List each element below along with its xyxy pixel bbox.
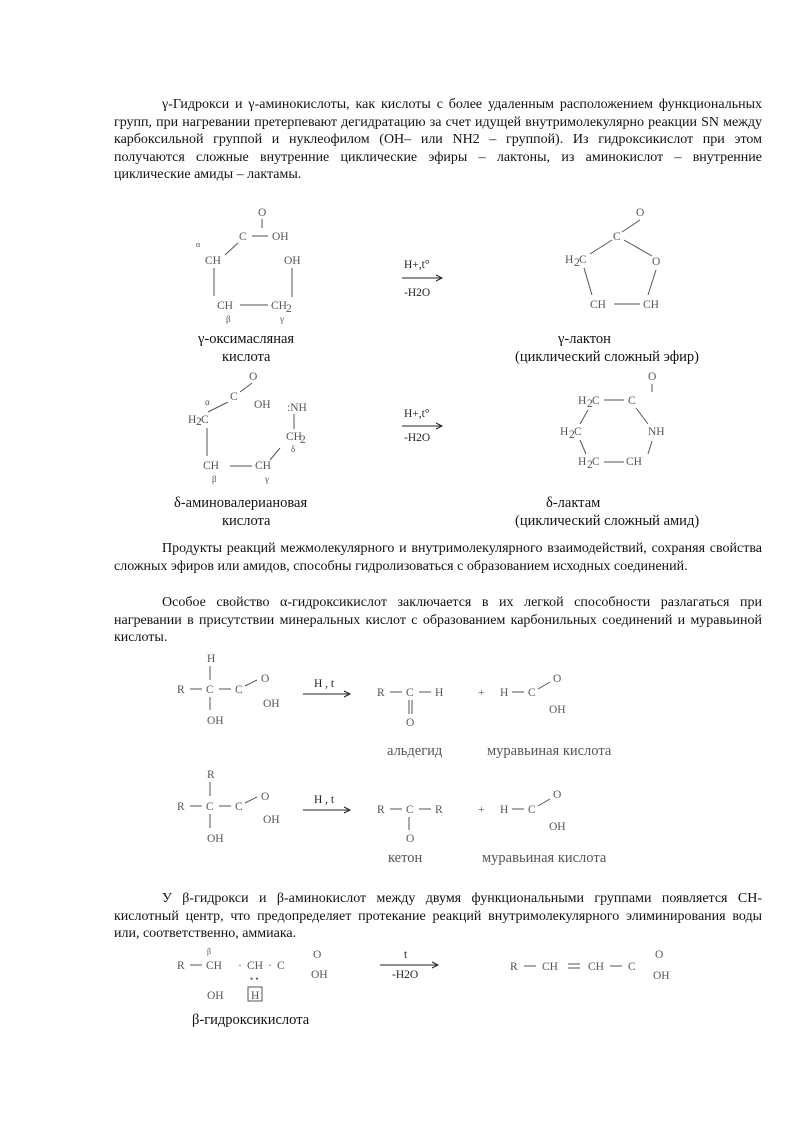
svg-text:C: C: [592, 395, 600, 407]
svg-text:O: O: [313, 949, 322, 961]
svg-text:C: C: [206, 684, 214, 696]
svg-text:β: β: [207, 947, 212, 956]
svg-text:C: C: [592, 456, 600, 468]
svg-text:OH: OH: [272, 231, 289, 243]
svg-text:O: O: [406, 833, 415, 845]
svg-text:γ: γ: [265, 474, 269, 484]
svg-text:C: C: [579, 254, 587, 266]
svg-text:H: H: [251, 990, 260, 1002]
svg-text:OH: OH: [263, 814, 280, 826]
svg-text:α: α: [205, 397, 210, 407]
svg-text:C: C: [230, 391, 238, 403]
svg-text:δ: δ: [291, 444, 296, 454]
svg-text:γ: γ: [280, 314, 284, 324]
svg-text:C: C: [235, 801, 243, 813]
svg-text:OH: OH: [549, 704, 566, 716]
svg-text:R: R: [377, 687, 385, 699]
label-ketone: кетон: [388, 850, 423, 866]
svg-text:2: 2: [574, 257, 580, 269]
svg-text:C: C: [206, 801, 214, 813]
svg-text:H: H: [500, 687, 509, 699]
svg-text:H: H: [560, 426, 569, 438]
condition-minus-water-5: -H2O: [392, 969, 419, 981]
svg-text:C: C: [277, 960, 285, 972]
svg-text:R: R: [435, 804, 443, 816]
caption-delta-acid-2: кислота: [222, 513, 271, 529]
svg-text:CH: CH: [206, 960, 222, 972]
svg-text:H: H: [578, 456, 587, 468]
svg-text:β: β: [226, 314, 231, 324]
svg-text:CH: CH: [643, 299, 659, 311]
svg-text:R: R: [510, 961, 518, 973]
svg-text:CH: CH: [203, 460, 219, 472]
svg-text:O: O: [648, 371, 657, 383]
condition-h-t-1: H+,t°: [404, 259, 430, 271]
label-formic-acid-1: муравьиная кислота: [487, 743, 612, 759]
caption-delta-lactam-2: (циклический сложный амид): [515, 513, 700, 529]
paragraph-gamma-acids: γ-Гидрокси и γ-аминокислоты, как кислоты с более удаленным расположением функциональных групп, при нагревании претерпевают дегидратацию за счет идущей внутримолекулярно реакции SN между карбоксильной группой и нуклеофилом (OH– или NH2 – группой). Из гидроксикислот при этом получаются сложные внутренние циклические эфиры – лактоны, из аминокислот – внутренние циклические амиды – лактамы.: [114, 97, 762, 182]
svg-text:O: O: [655, 949, 664, 961]
svg-text:R: R: [177, 684, 185, 696]
svg-text:CH: CH: [542, 961, 558, 973]
condition-minus-water-2: -H2O: [404, 432, 431, 444]
svg-text:CH: CH: [271, 300, 287, 312]
svg-text:OH: OH: [311, 969, 328, 981]
svg-text:OH: OH: [207, 833, 224, 845]
svg-text:R: R: [177, 801, 185, 813]
reaction-arrow-5: [380, 949, 438, 981]
unsaturated-acid-structure: [510, 949, 670, 982]
svg-text:H: H: [565, 254, 574, 266]
svg-text:α: α: [196, 240, 201, 249]
svg-text:C: C: [628, 395, 636, 407]
svg-text:H: H: [188, 414, 197, 426]
svg-text:OH: OH: [263, 698, 280, 710]
svg-text:C: C: [239, 231, 247, 243]
caption-gamma-lactone-2: (циклический сложный эфир): [515, 349, 699, 365]
svg-text:C: C: [613, 231, 621, 243]
svg-text:R: R: [177, 960, 185, 972]
svg-text:CH: CH: [255, 460, 271, 472]
svg-text:CH: CH: [626, 456, 642, 468]
svg-text:OH: OH: [207, 990, 224, 1002]
svg-text:OH: OH: [207, 715, 224, 727]
svg-text:+: +: [478, 687, 485, 699]
svg-text:C: C: [406, 804, 414, 816]
svg-text:CH: CH: [590, 299, 606, 311]
svg-text:O: O: [249, 371, 258, 383]
svg-text:• •: • •: [250, 974, 259, 984]
svg-text:β: β: [212, 474, 217, 484]
svg-text:OH: OH: [254, 399, 271, 411]
svg-text:O: O: [261, 791, 270, 803]
svg-text:CH: CH: [247, 960, 263, 972]
svg-text:·: ·: [268, 960, 272, 972]
svg-text:O: O: [553, 789, 562, 801]
svg-text:C: C: [574, 426, 582, 438]
svg-text:C: C: [406, 687, 414, 699]
svg-text:2: 2: [300, 434, 306, 446]
svg-text:C: C: [235, 684, 243, 696]
svg-text:2: 2: [569, 429, 575, 441]
svg-text:O: O: [652, 256, 661, 268]
svg-text:O: O: [258, 207, 267, 219]
caption-delta-lactam-1: δ-лактам: [546, 495, 601, 511]
label-aldehyde: альдегид: [387, 743, 443, 759]
condition-h-t-4: H , t: [314, 794, 335, 806]
svg-text:OH: OH: [284, 255, 301, 267]
condition-minus-water-1: -H2O: [404, 287, 431, 299]
caption-gamma-acid-2: кислота: [222, 349, 271, 365]
paragraph-beta-acids: У β-гидрокси и β-аминокислот между двумя функциональными группами появляется CH-кислотный центр, что предопределяет протекание реакций внутримолекулярного элиминирования воды или, соответственно, аммиака.: [114, 891, 762, 941]
svg-text:R: R: [377, 804, 385, 816]
condition-h-t-3: H , t: [314, 678, 335, 690]
svg-text:NH: NH: [648, 426, 665, 438]
caption-gamma-acid-1: γ-оксимасляная: [198, 331, 295, 347]
svg-text:CH: CH: [588, 961, 604, 973]
label-formic-acid-2: муравьиная кислота: [482, 850, 607, 866]
svg-text:2: 2: [587, 459, 593, 471]
svg-text:C: C: [201, 414, 209, 426]
svg-text:O: O: [406, 717, 415, 729]
svg-text:O: O: [261, 673, 270, 685]
svg-text:2: 2: [196, 416, 202, 428]
paragraph-hydrolysis: Продукты реакций межмолекулярного и внутримолекулярного взаимодействий, сохраняя свойства сложных эфиров или амидов, способны гидролизоваться с образованием исходных соединений.: [114, 541, 762, 574]
svg-text:C: C: [628, 961, 636, 973]
beta-hydroxy-acid-structure: [177, 947, 328, 1002]
condition-t-5: t: [404, 949, 408, 961]
svg-text:O: O: [553, 673, 562, 685]
svg-text:CH: CH: [217, 300, 233, 312]
svg-text:C: C: [528, 687, 536, 699]
paragraph-alpha-acids: Особое свойство α-гидроксикислот заключается в их легкой способности разлагаться при нагревании в присутствии минеральных кислот с образованием карбонильных соединений и муравьиной кислоты.: [114, 595, 762, 645]
svg-text:H: H: [435, 687, 444, 699]
caption-gamma-lactone-1: γ-лактон: [558, 331, 611, 347]
svg-text:CH: CH: [205, 255, 221, 267]
svg-text:2: 2: [286, 303, 292, 315]
svg-text:OH: OH: [653, 970, 670, 982]
caption-delta-acid-1: δ-аминовалериановая: [174, 495, 308, 511]
svg-text:2: 2: [587, 398, 593, 410]
svg-text:H: H: [500, 804, 509, 816]
condition-h-t-2: H+,t°: [404, 408, 430, 420]
svg-text:H: H: [578, 395, 587, 407]
svg-text:O: O: [636, 207, 645, 219]
svg-text:H: H: [207, 653, 216, 665]
svg-text:OH: OH: [549, 821, 566, 833]
svg-text:·: ·: [238, 960, 242, 972]
caption-beta-acid: β-гидроксикислота: [192, 1012, 310, 1028]
svg-text:R: R: [207, 769, 215, 781]
svg-text::NH: :NH: [287, 402, 307, 414]
svg-text:CH: CH: [286, 431, 302, 443]
svg-text:C: C: [528, 804, 536, 816]
svg-text:+: +: [478, 804, 485, 816]
